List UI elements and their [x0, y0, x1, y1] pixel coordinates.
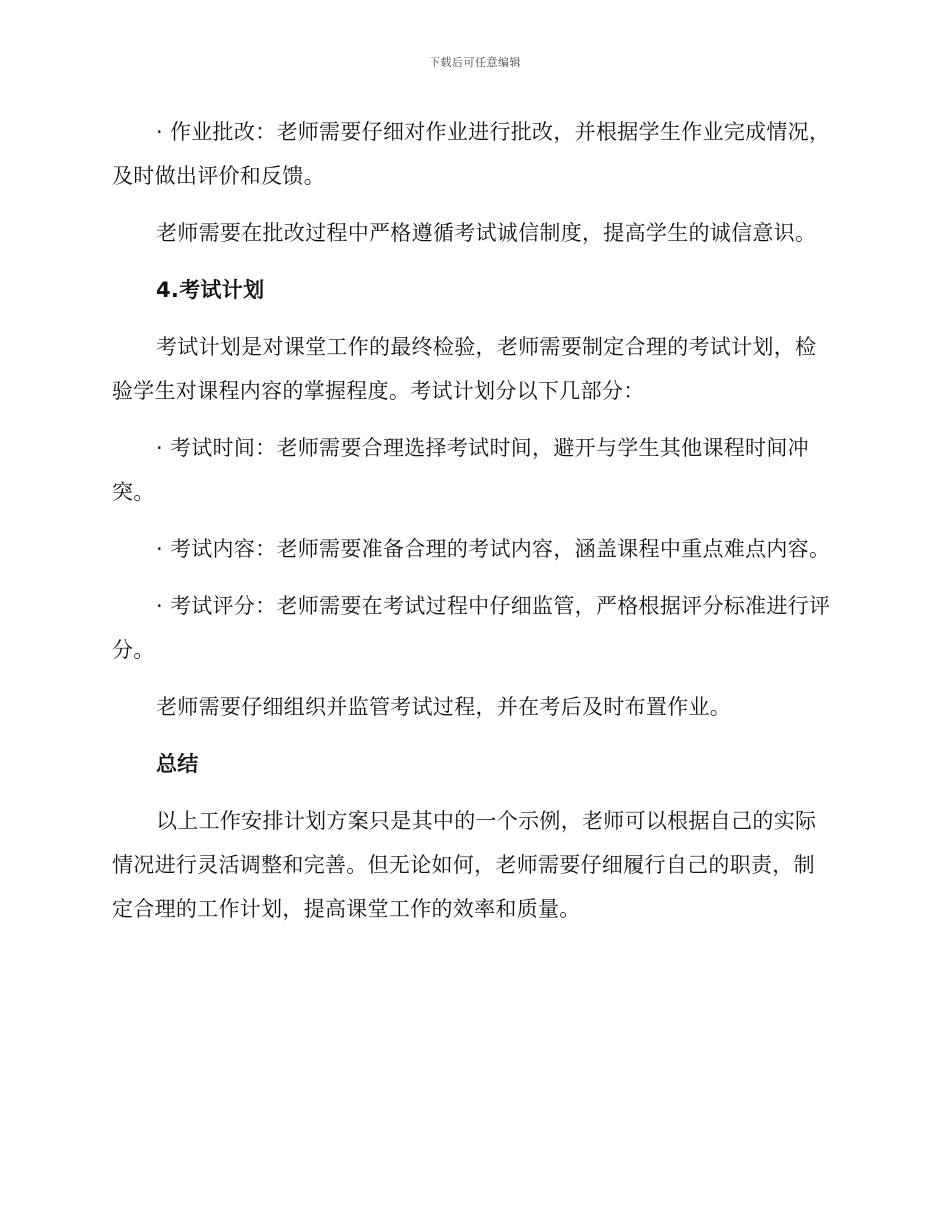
- paragraph-exam-scoring: · 考试评分：老师需要在考试过程中仔细监管，严格根据评分标准进行评分。: [112, 594, 831, 662]
- paragraph-exam-time: · 考试时间：老师需要合理选择考试时间，避开与学生其他课程时间冲突。: [112, 436, 809, 504]
- paragraph-exam-plan-intro: 考试计划是对课堂工作的最终检验，老师需要制定合理的考试计划，检验学生对课程内容的掌握程度。考试计划分以下几部分：: [112, 335, 817, 403]
- paragraph-exam-supervision: 老师需要仔细组织并监管考试过程，并在考后及时布置作业。: [156, 695, 732, 719]
- paragraph-homework-grading: · 作业批改：老师需要仔细对作业进行批改，并根据学生作业完成情况，及时做出评价和反馈。: [112, 120, 831, 188]
- paragraph-integrity: 老师需要在批改过程中严格遵循考试诚信制度，提高学生的诚信意识。: [156, 221, 817, 245]
- paragraph-summary: 以上工作安排计划方案只是其中的一个示例，老师可以根据自己的实际情况进行灵活调整和完善。但无论如何，老师需要仔细履行自己的职责，制定合理的工作计划，提高课堂工作的效率和质量。: [112, 809, 817, 921]
- paragraph-exam-content: · 考试内容：老师需要准备合理的考试内容，涵盖课程中重点难点内容。: [156, 537, 831, 561]
- heading-exam-plan: 4.考试计划: [156, 278, 265, 302]
- heading-summary: 总结: [156, 752, 199, 776]
- document-body: [112, 110, 836, 944]
- page-header-note: 下载后可任意编辑: [429, 56, 521, 69]
